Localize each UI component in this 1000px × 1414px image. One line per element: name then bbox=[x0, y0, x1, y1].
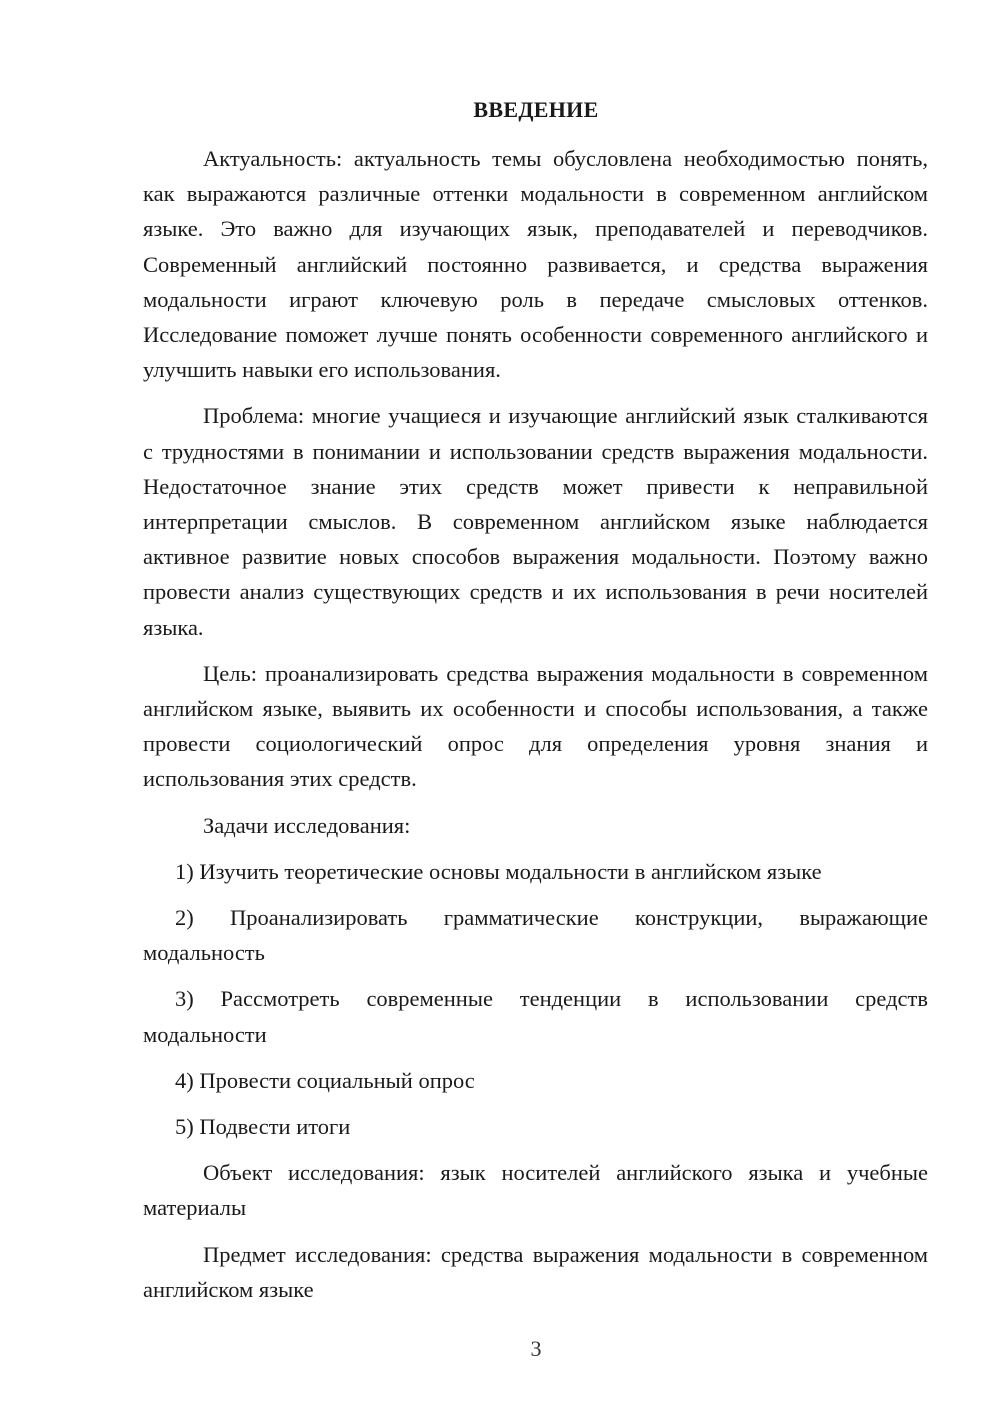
list-item: 5) Подвести итоги bbox=[175, 1114, 351, 1140]
paragraph-problem: Проблема: многие учащиеся и изучающие английский язык сталкиваются с трудностями в понимании и использовании средств выражения модальности. Недостаточное знание этих средств может привести к неправильной интерпретации смыслов. В современном английском языке наблюдается активное развитие новых способов выражения модальности. Поэтому важно провести анализ существующих средств и их использования в речи носителей языка. bbox=[143, 403, 928, 640]
list-item: 4) Провести социальный опрос bbox=[175, 1067, 475, 1093]
paragraph-goal: Цель: проанализировать средства выражения модальности в современном английском языке, выявить их особенности и способы использования, а также провести социологический опрос для определения уровня знания и использования этих средств. bbox=[143, 660, 928, 792]
paragraph-relevance: Актуальность: актуальность темы обусловлена необходимостью понять, как выражаются различные оттенки модальности в современном английском языке. Это важно для изучающих язык, преподавателей и переводчиков. Современный английский постоянно развивается, и средства выражения модальности играют ключевую роль в передаче смысловых оттенков. Исследование поможет лучше понять особенности современного английского и улучшить навыки его использования. bbox=[143, 146, 928, 383]
list-item: 1) Изучить теоретические основы модальности в английском языке bbox=[175, 858, 822, 884]
tasks-heading: Задачи исследования: bbox=[203, 812, 411, 838]
document-body bbox=[143, 141, 928, 1318]
paragraph-object: Объект исследования: язык носителей английского языка и учебные материалы bbox=[143, 1160, 928, 1221]
list-item: 3) Рассмотреть современные тенденции в использовании средств модальности bbox=[143, 986, 928, 1047]
list-item: 2) Проанализировать грамматические конструкции, выражающие модальность bbox=[143, 905, 928, 966]
page-number: 3 bbox=[530, 1336, 542, 1361]
paragraph-subject: Предмет исследования: средства выражения модальности в современном английском языке bbox=[143, 1241, 928, 1302]
section-heading: ВВЕДЕНИЕ bbox=[473, 97, 599, 122]
tasks-list bbox=[143, 854, 928, 1144]
